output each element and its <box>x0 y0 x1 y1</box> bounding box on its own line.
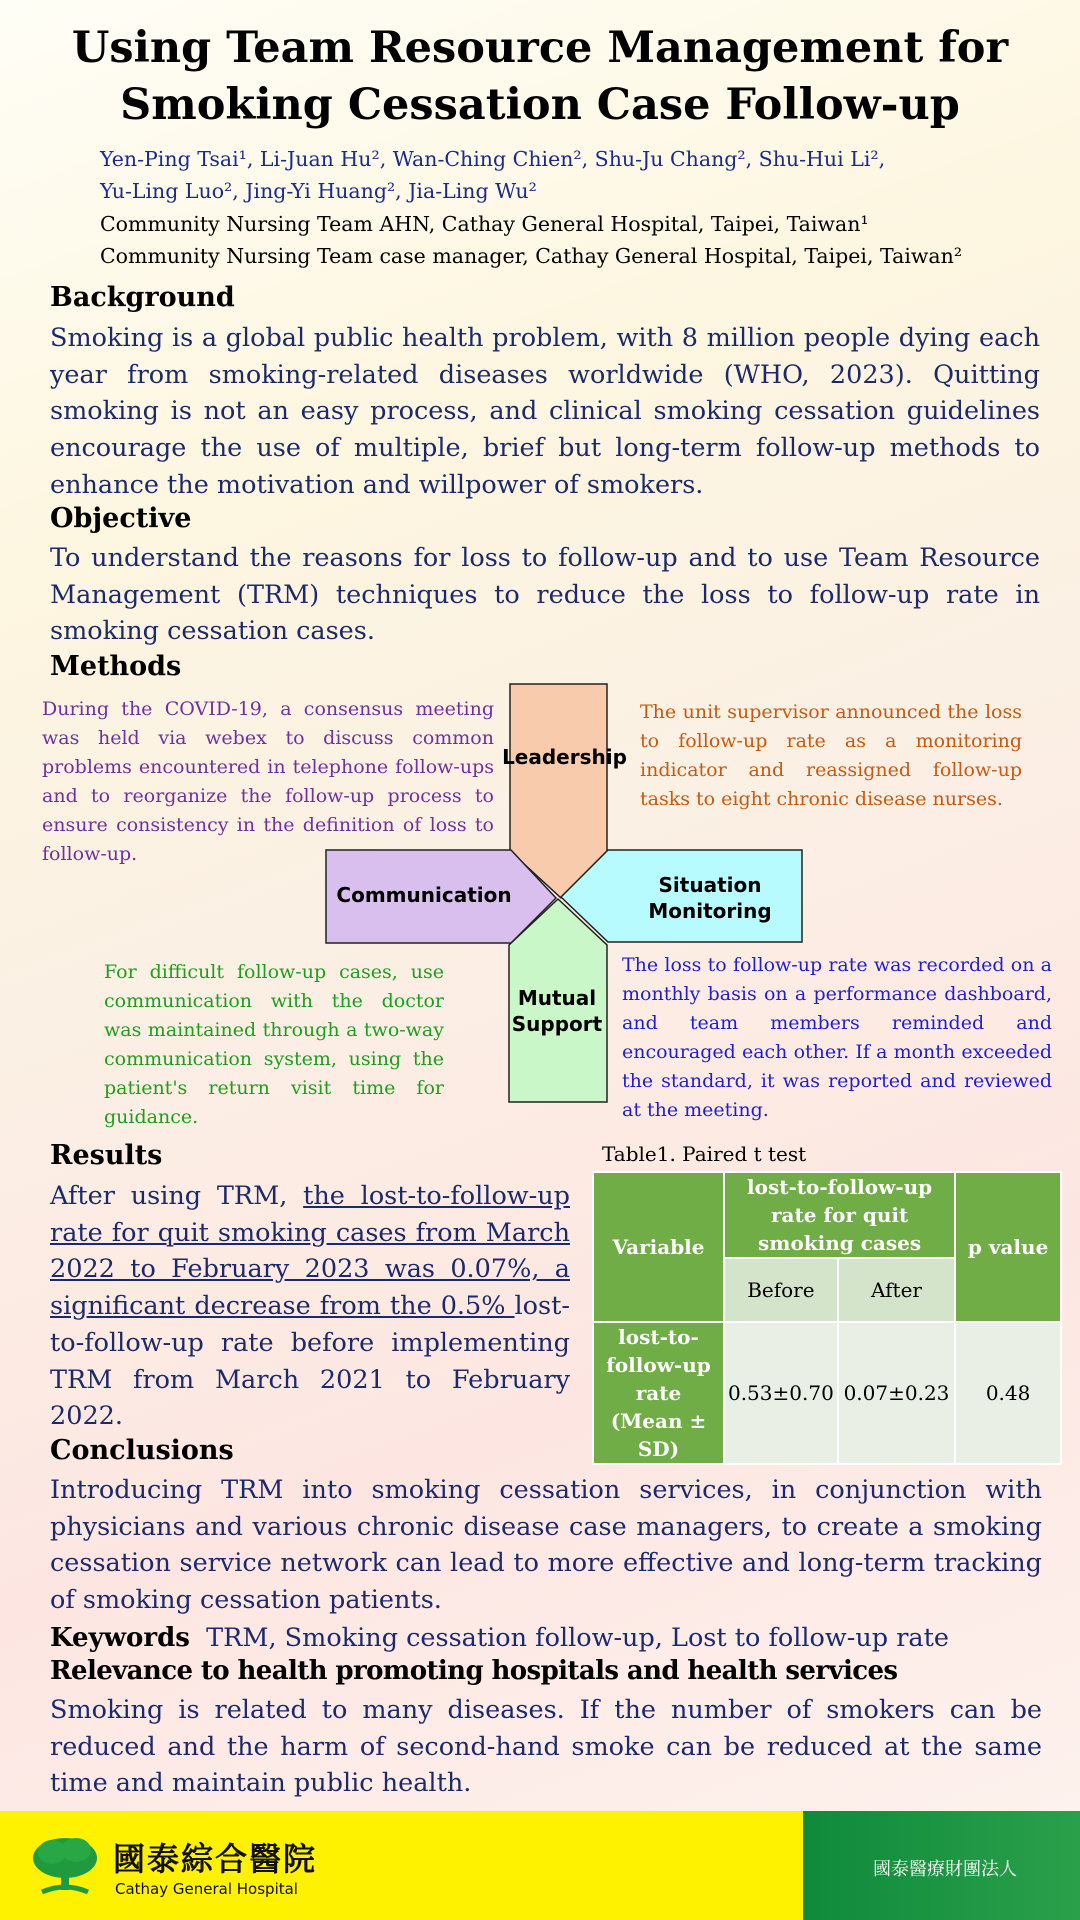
affiliation-2: Community Nursing Team case manager, Cathay General Hospital, Taipei, Taiwan² <box>100 244 963 268</box>
hospital-english-name: Cathay General Hospital <box>115 1880 298 1898</box>
poster-title <box>0 20 1080 134</box>
mutual-support-label <box>509 985 605 1037</box>
affiliations <box>100 208 1060 272</box>
conclusions-text: Introducing TRM into smoking cessation services, in conjunction with physicians and various chronic disease case managers, to create a smoking cessation service network can lead to more effective and long-term tracking of smoking cessation patients. <box>50 1475 1042 1616</box>
affiliation-1: Community Nursing Team AHN, Cathay General Hospital, Taipei, Taiwan¹ <box>100 212 869 236</box>
situation-label-line1: Situation <box>658 873 762 897</box>
authors <box>100 143 1000 207</box>
keywords-heading: Keywords <box>50 1623 190 1653</box>
mutual-label-line2: Support <box>511 1012 603 1036</box>
tree-logo-icon <box>30 1834 100 1898</box>
table-header-before: Before <box>724 1258 838 1322</box>
communication-label: Communication <box>336 883 512 907</box>
table-row-label: lost-to-follow-up rate (Mean ± SD) <box>593 1322 724 1464</box>
results-heading: Results <box>50 1140 163 1171</box>
relevance-text: Smoking is related to many diseases. If the number of smokers can be reduced and the harm of second-hand smoke can be reduced at the same time and maintain public health. <box>50 1695 1042 1799</box>
table-cell-p-value: 0.48 <box>955 1322 1061 1464</box>
conclusions-heading: Conclusions <box>50 1435 234 1466</box>
keywords <box>50 1620 1050 1656</box>
table-header-p-value: p value <box>955 1172 1061 1322</box>
table-header-after: After <box>838 1258 955 1322</box>
authors-line-1: Yen-Ping Tsai¹, Li-Juan Hu², Wan-Ching Chien², Shu-Ju Chang², Shu-Hui Li², <box>100 147 886 171</box>
results-text-plain-1: After using TRM, <box>50 1181 304 1211</box>
communication-description: During the COVID-19, a consensus meeting was held via webex to discuss common problems encountered in telephone follow-ups and to reorganize the follow-up process to ensure consistency in the definition of loss to follow-up. <box>42 698 494 865</box>
background-text: Smoking is a global public health problem, with 8 million people dying each year from smoking-related diseases worldwide (WHO, 2023). Quitting smoking is not an easy process, and clinical smoking cessation guidelines encourage the use of multiple, brief but long-term follow-up methods to enhance the motivation and willpower of smokers. <box>50 323 1040 500</box>
relevance-heading: Relevance to health promoting hospitals and health services <box>50 1656 898 1686</box>
table-header-rate: lost-to-follow-up rate for quit smoking cases <box>724 1172 955 1258</box>
results-text-underlined: the lost-to-follow-up rate for quit smoking cases from March 2022 to February 2023 was 0.07%, a significant decrease from the 0.5% <box>50 1181 570 1322</box>
mutual-label-line1: Mutual <box>517 986 597 1010</box>
foundation-name: 國泰醫療財團法人 <box>873 1859 1017 1880</box>
background-heading: Background <box>50 282 235 313</box>
objective-text: To understand the reasons for loss to follow-up and to use Team Resource Management (TRM) techniques to reduce the loss to follow-up rate in smoking cessation cases. <box>50 543 1040 647</box>
title-line-2: Smoking Cessation Case Follow-up <box>120 80 960 130</box>
mutual-support-description: For difficult follow-up cases, use communication with the doctor was maintained through a two-way communication system, using the patient's return visit time for guidance. <box>104 961 444 1128</box>
title-line-1: Using Team Resource Management for <box>71 23 1009 73</box>
authors-line-2: Yu-Ling Luo², Jing-Yi Huang², Jia-Ling Wu² <box>100 179 537 203</box>
paired-t-test-table <box>592 1171 1062 1465</box>
hospital-chinese-name: 國泰綜合醫院 <box>113 1840 318 1878</box>
situation-monitoring-description: The loss to follow-up rate was recorded on a monthly basis on a performance dashboard, and team members reminded and encouraged each other. If a month exceeded the standard, it was reported and reviewed at the meeting. <box>622 954 1052 1121</box>
leadership-label: Leadership <box>502 745 627 769</box>
table-cell-after: 0.07±0.23 <box>838 1322 955 1464</box>
table-cell-before: 0.53±0.70 <box>724 1322 838 1464</box>
situation-label-line2: Monitoring <box>648 899 772 923</box>
results-text-plain-2: lost-to-follow-up rate before implementing TRM from March 2021 to February 2022. <box>50 1291 570 1432</box>
methods-heading: Methods <box>50 651 182 682</box>
table-caption: Table1. Paired t test <box>602 1142 807 1166</box>
keywords-text: TRM, Smoking cessation follow-up, Lost to follow-up rate <box>206 1623 949 1653</box>
objective-heading: Objective <box>50 503 192 534</box>
leadership-description: The unit supervisor announced the loss to follow-up rate as a monitoring indicator and reassigned follow-up tasks to eight chronic disease nurses. <box>640 701 1022 810</box>
table-header-variable: Variable <box>593 1172 724 1322</box>
situation-monitoring-label <box>630 872 790 924</box>
results-text <box>50 1178 570 1435</box>
